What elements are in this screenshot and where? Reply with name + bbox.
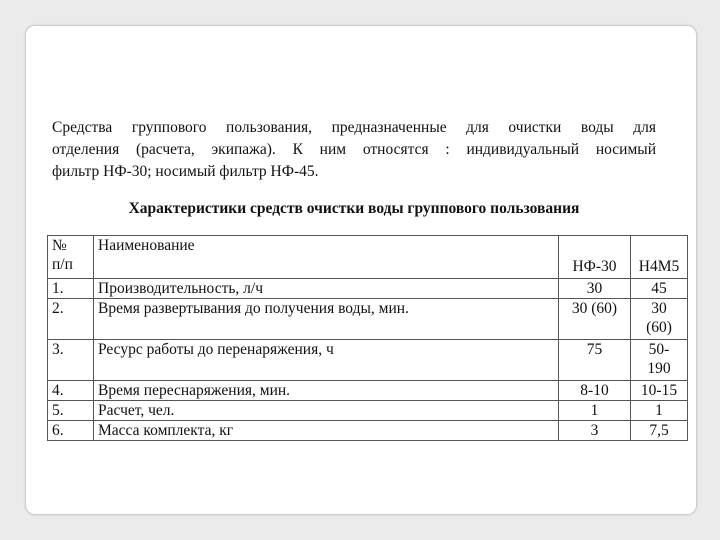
row-num: 6. xyxy=(48,421,94,441)
table-row xyxy=(48,381,688,401)
row-value-col1: 8-10 xyxy=(559,381,631,401)
row-value-col1: 30 (60) xyxy=(559,299,631,340)
intro-line: отделения (расчета, экипажа). К ним относятся : индивидуальный носимый xyxy=(52,141,656,158)
row-value-col2: 7,5 xyxy=(631,421,688,441)
row-value-col1: 1 xyxy=(559,401,631,421)
row-value-col1: 3 xyxy=(559,421,631,441)
row-value-col2: 45 xyxy=(631,279,688,299)
row-num: 4. xyxy=(48,381,94,401)
header-col1: НФ-30 xyxy=(559,236,631,279)
row-name: Производительность, л/ч xyxy=(94,279,559,299)
row-num: 3. xyxy=(48,340,94,381)
row-name: Время переснаряжения, мин. xyxy=(94,381,559,401)
table-row xyxy=(48,279,688,299)
header-col2: Н4М5 xyxy=(631,236,688,279)
table-row xyxy=(48,401,688,421)
row-value-col1: 75 xyxy=(559,340,631,381)
header-name: Наименование xyxy=(94,236,559,279)
table-row xyxy=(48,421,688,441)
row-value-col2: 30 (60) xyxy=(631,299,688,340)
intro-line: фильтр НФ-30; носимый фильтр НФ-45. xyxy=(52,163,319,180)
table-header-row xyxy=(48,236,688,279)
table-row xyxy=(48,299,688,340)
row-value-col2: 10-15 xyxy=(631,381,688,401)
table-row xyxy=(48,340,688,381)
specs-table xyxy=(47,235,688,441)
table-title: Характеристики средств очистки воды группового пользования xyxy=(128,200,580,217)
row-name: Расчет, чел. xyxy=(94,401,559,421)
header-num: № п/п xyxy=(48,236,94,279)
row-num: 2. xyxy=(48,299,94,340)
row-name: Масса комплекта, кг xyxy=(94,421,559,441)
intro-line: Средства группового пользования, предназначенные для очистки воды для xyxy=(52,119,656,136)
row-num: 1. xyxy=(48,279,94,299)
row-name: Ресурс работы до перенаряжения, ч xyxy=(94,340,559,381)
row-num: 5. xyxy=(48,401,94,421)
row-value-col1: 30 xyxy=(559,279,631,299)
row-name: Время развертывания до получения воды, мин. xyxy=(94,299,559,340)
row-value-col2: 50- 190 xyxy=(631,340,688,381)
intro-paragraph xyxy=(52,117,656,183)
row-value-col2: 1 xyxy=(631,401,688,421)
